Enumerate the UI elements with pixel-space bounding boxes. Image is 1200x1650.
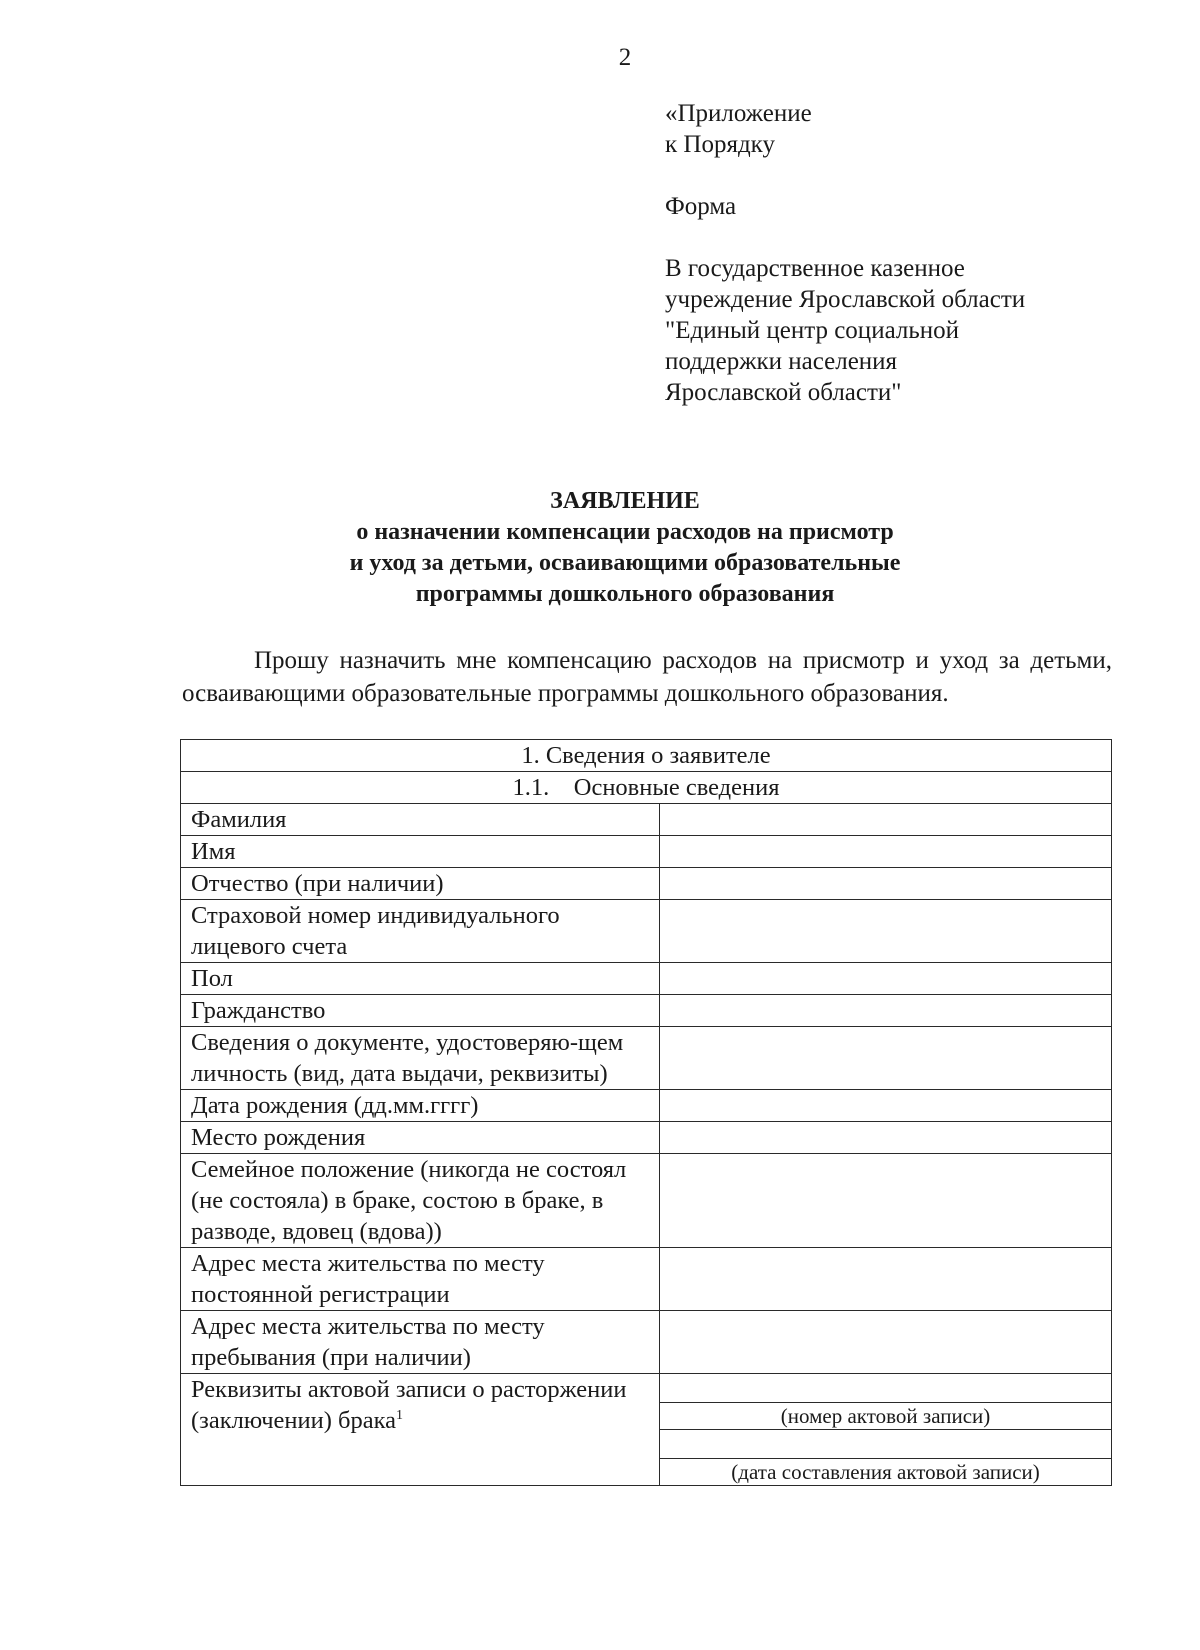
act-record-date-field[interactable] — [660, 1430, 1112, 1459]
appendix-reference — [665, 98, 1025, 160]
field-label: Адрес места жительства по месту пребывания (при наличии) — [181, 1311, 660, 1374]
addressee-line: учреждение Ярославской области — [665, 286, 1026, 313]
form-row-id-document — [181, 1027, 1112, 1090]
title-line: программы дошкольного образования — [415, 581, 835, 607]
field-label: Адрес места жительства по месту постоянной регистрации — [181, 1248, 660, 1311]
patronymic-field[interactable] — [660, 868, 1112, 900]
field-label: Реквизиты актовой записи о расторжении (заключении) брака — [191, 1376, 627, 1434]
form-row-sex — [181, 963, 1112, 995]
form-label-text: Форма — [665, 193, 737, 220]
form-label — [665, 191, 1025, 222]
addressee — [665, 253, 1025, 408]
subsection-title: 1.1. Основные сведения — [181, 772, 1112, 804]
document-title — [0, 486, 1200, 610]
form-row-citizenship — [181, 995, 1112, 1027]
act-record-label-cell — [181, 1374, 660, 1486]
form-row-act-record — [181, 1374, 1112, 1403]
act-record-date-caption: (дата составления актовой записи) — [660, 1459, 1112, 1486]
title-line: о назначении компенсации расходов на присмотр — [356, 519, 894, 545]
surname-field[interactable] — [660, 804, 1112, 836]
form-row-snils — [181, 900, 1112, 963]
appendix-line: к Порядку — [665, 131, 775, 158]
snils-field[interactable] — [660, 900, 1112, 963]
form-row-name — [181, 836, 1112, 868]
subsection-row — [181, 772, 1112, 804]
addressee-line: В государственное казенное — [665, 255, 965, 282]
birth-date-field[interactable] — [660, 1090, 1112, 1122]
stay-address-field[interactable] — [660, 1311, 1112, 1374]
id-document-field[interactable] — [660, 1027, 1112, 1090]
section-title: 1. Сведения о заявителе — [181, 740, 1112, 772]
appendix-line: «Приложение — [665, 100, 812, 127]
marital-status-field[interactable] — [660, 1154, 1112, 1248]
title-heading: ЗАЯВЛЕНИЕ — [550, 488, 700, 514]
form-row-registration-address — [181, 1248, 1112, 1311]
registration-address-field[interactable] — [660, 1248, 1112, 1311]
field-label: Пол — [181, 963, 660, 995]
form-row-birth-place — [181, 1122, 1112, 1154]
form-row-stay-address — [181, 1311, 1112, 1374]
section-row — [181, 740, 1112, 772]
field-label: Страховой номер индивидуального лицевого счета — [181, 900, 660, 963]
name-field[interactable] — [660, 836, 1112, 868]
sex-field[interactable] — [660, 963, 1112, 995]
addressee-line: "Единый центр социальной — [665, 317, 960, 344]
field-label: Фамилия — [181, 804, 660, 836]
act-record-number-field[interactable] — [660, 1374, 1112, 1403]
footnote-marker: 1 — [396, 1408, 404, 1423]
field-label: Сведения о документе, удостоверяю-щем личность (вид, дата выдачи, реквизиты) — [181, 1027, 660, 1090]
addressee-line: поддержки населения — [665, 348, 898, 375]
appendix-header — [665, 98, 1025, 408]
act-record-number-caption: (номер актовой записи) — [660, 1403, 1112, 1430]
field-label: Дата рождения (дд.мм.гггг) — [181, 1090, 660, 1122]
addressee-line: Ярославской области" — [665, 379, 902, 406]
title-line: и уход за детьми, осваивающими образовательные — [349, 550, 901, 576]
field-label: Отчество (при наличии) — [181, 868, 660, 900]
field-label: Имя — [181, 836, 660, 868]
applicant-form-table — [180, 739, 1112, 1486]
intro-paragraph: Прошу назначить мне компенсацию расходов на присмотр и уход за детьми, осваивающими образовательные программы дошкольного образования. — [182, 647, 1112, 707]
field-label: Место рождения — [181, 1122, 660, 1154]
form-row-patronymic — [181, 868, 1112, 900]
form-row-surname — [181, 804, 1112, 836]
form-row-marital-status — [181, 1154, 1112, 1248]
form-row-birth-date — [181, 1090, 1112, 1122]
page-number: 2 — [618, 44, 632, 71]
field-label: Семейное положение (никогда не состоял (не состояла) в браке, состою в браке, в разводе, вдовец (вдова)) — [181, 1154, 660, 1248]
field-label: Гражданство — [181, 995, 660, 1027]
birth-place-field[interactable] — [660, 1122, 1112, 1154]
citizenship-field[interactable] — [660, 995, 1112, 1027]
